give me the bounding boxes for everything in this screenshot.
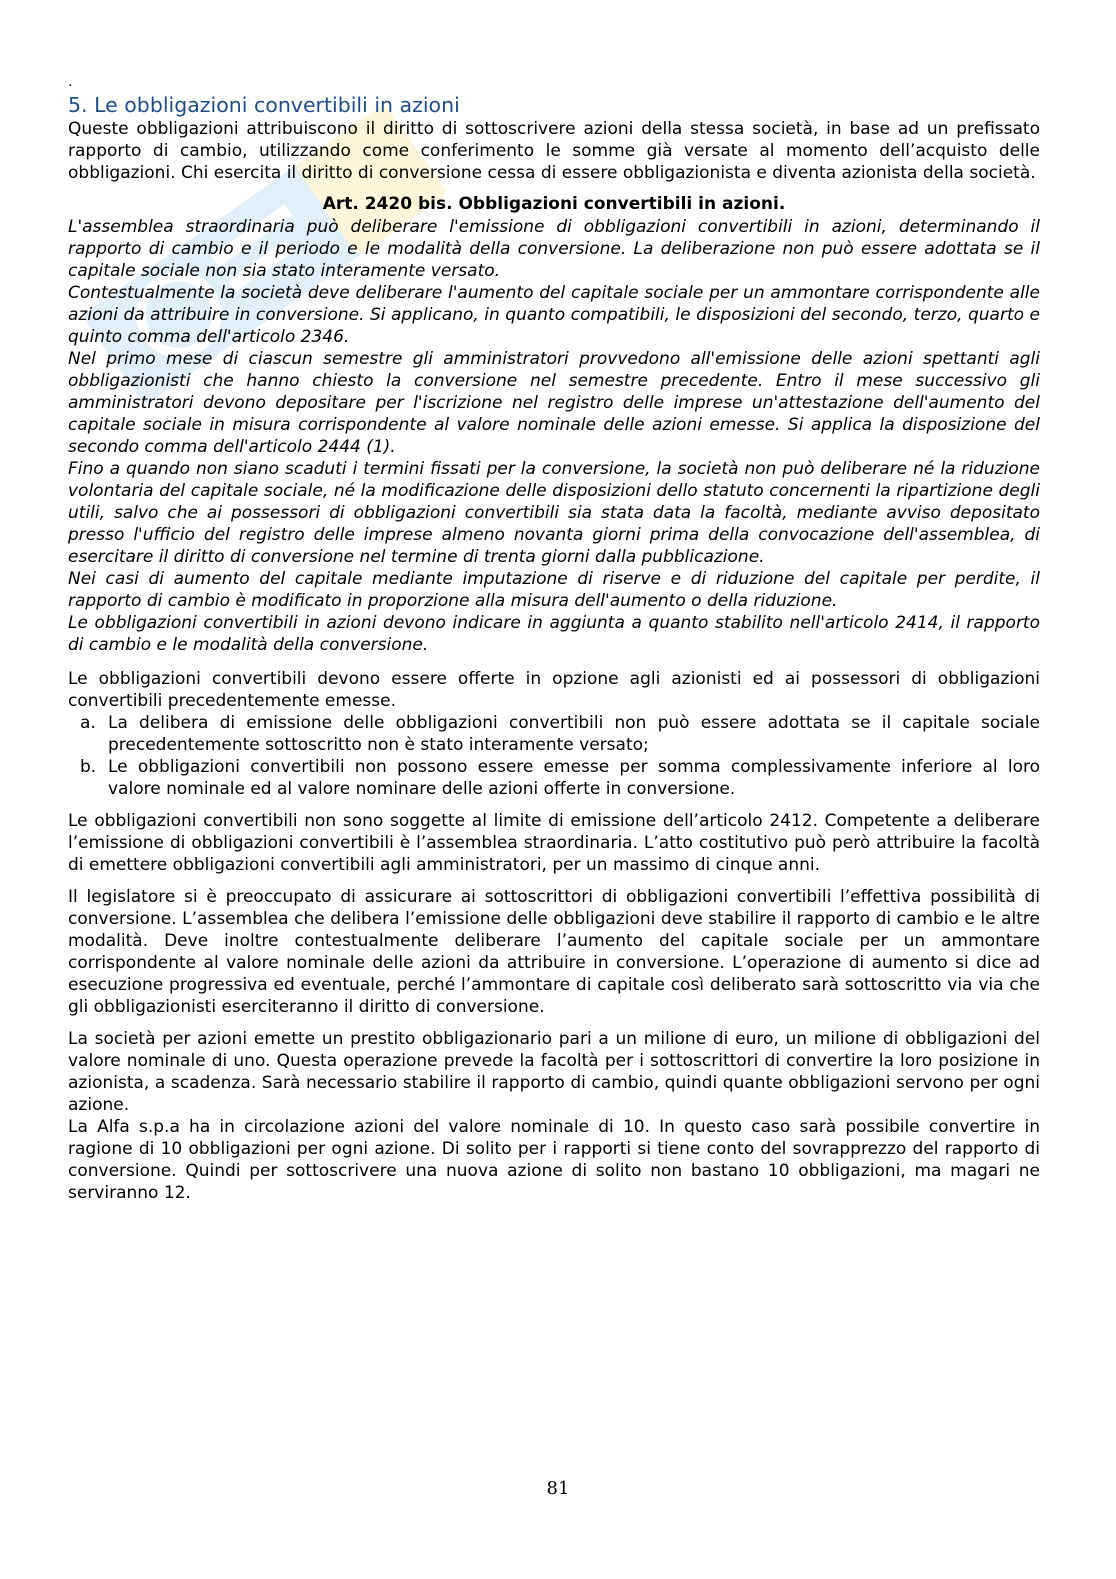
article-paragraph: Le obbligazioni convertibili in azioni devono indicare in aggiunta a quanto stabilito nell'articolo 2414, il rapporto di cambio e le modalità della conversione. — [68, 613, 1040, 655]
list-item — [80, 756, 1040, 800]
example-paragraph: La società per azioni emette un prestito obbligazionario pari a un milione di euro, un milione di obbligazioni del valore nominale di uno. Questa operazione prevede la facoltà per i sottoscrittori di convertire la loro posizione in azionista, a scadenza. Sarà necessario stabilire il rapporto di cambio, quindi quante obbligazioni servono per ogni azione. — [68, 1029, 1040, 1115]
example-block — [68, 1028, 1040, 1204]
body-paragraph: Le obbligazioni convertibili non sono soggette al limite di emissione dell’articolo 2412. Competente a deliberare l’emissione di obbligazioni convertibili è l’assemblea straordinaria. L’atto costitutivo può però attribuire la facoltà di emettere obbligazioni convertibili agli amministratori, per un massimo di cinque anni. — [68, 811, 1040, 875]
article-paragraph: Fino a quando non siano scaduti i termini fissati per la conversione, la società non può deliberare né la riduzione volontaria del capitale sociale, né la modificazione delle disposizioni dello statuto concernenti la ripartizione degli utili, salvo che ai possessori di obbligazioni convertibili sia stata data la facoltà, mediante avviso depositato presso l'ufficio del registro delle imprese almeno novanta giorni prima della convocazione dell'assemblea, di esercitare il diritto di conversione nel termine di trenta giorni dalla pubblicazione. — [68, 459, 1040, 567]
list-item-text: Le obbligazioni convertibili non possono essere emesse per somma complessivamente inferiore al loro valore nominale ed al valore nominare delle azioni offerte in conversione. — [108, 757, 1040, 799]
list-marker: a. — [80, 713, 96, 733]
document-page — [68, 72, 1040, 1214]
list-marker: b. — [80, 757, 97, 777]
list-item — [80, 712, 1040, 756]
example-paragraph: La Alfa s.p.a ha in circolazione azioni del valore nominale di 10. In questo caso sarà possibile convertire in ragione di 10 obbligazioni per ogni azione. Di solito per i rapporti si tiene conto del sovrapprezzo del rapporto di conversione. Quindi per sottoscrivere una nuova azione di solito non bastano 10 obbligazioni, ma magari ne serviranno 12. — [68, 1117, 1040, 1203]
article-paragraph: L'assemblea straordinaria può deliberare l'emissione di obbligazioni convertibili in azioni, determinando il rapporto di cambio e il periodo e le modalità della conversione. La deliberazione non può essere adottata se il capitale sociale non sia stato interamente versato. — [68, 217, 1040, 281]
offer-lead: Le obbligazioni convertibili devono essere offerte in opzione agli azionisti ed ai possessori di obbligazioni convertibili precedentemente emesse. — [68, 669, 1040, 711]
section-title: 5. Le obbligazioni convertibili in azioni — [68, 93, 460, 117]
article-paragraph: Contestualmente la società deve deliberare l'aumento del capitale sociale per un ammontare corrispondente alle azioni da attribuire in conversione. Si applicano, in quanto compatibili, le disposizioni del secondo, terzo, quarto e quinto comma dell'articolo 2346. — [68, 283, 1040, 347]
list-item-text: La delibera di emissione delle obbligazioni convertibili non può essere adottata se il capitale sociale precedentemente sottoscritto non è stato interamente versato; — [108, 713, 1040, 755]
page-number: 81 — [546, 1478, 570, 1499]
article-paragraph: Nei casi di aumento del capitale mediante imputazione di riserve e di riduzione del capitale per perdite, il rapporto di cambio è modificato in proporzione alla misura dell'aumento o della riduzione. — [68, 569, 1040, 611]
article-paragraph: Nel primo mese di ciascun semestre gli amministratori provvedono all'emissione delle azioni spettanti agli obbligazionisti che hanno chiesto la conversione nel semestre precedente. Entro il mese successivo gli amministratori devono depositare per l'iscrizione nel registro delle imprese un'attestazione dell'aumento del capitale sociale in misura corrispondente al valore nominale delle azioni emesse. Si applica la disposizione del secondo comma dell'articolo 2444 (1). — [68, 349, 1040, 457]
body-paragraph: Il legislatore si è preoccupato di assicurare ai sottoscrittori di obbligazioni convertibili l’effettiva possibilità di conversione. L’assemblea che delibera l’emissione delle obbligazioni deve stabilire il rapporto di cambio e le altre modalità. Deve inoltre contestualmente deliberare l’aumento del capitale sociale per un ammontare corrispondente al valore nominale delle azioni da attribuire in conversione. L’operazione di aumento si dice ad esecuzione progressiva ed eventuale, perché l’ammontare di capitale così deliberato sarà sottoscritto via via che gli obbligazionisti eserciteranno il diritto di conversione. — [68, 887, 1040, 1017]
article-block — [68, 192, 1040, 656]
intro-paragraph: Queste obbligazioni attribuiscono il diritto di sottoscrivere azioni della stessa società, in base ad un prefissato rapporto di cambio, utilizzando come conferimento le somme già versate al momento dell’acquisto delle obbligazioni. Chi esercita il diritto di conversione cessa di essere obbligazionista e diventa azionista della società. — [68, 119, 1040, 183]
offer-list — [68, 712, 1040, 800]
article-title: Art. 2420 bis. Obbligazioni convertibili in azioni. — [322, 194, 786, 214]
leading-dot: . — [68, 74, 73, 90]
offer-block — [68, 668, 1040, 800]
